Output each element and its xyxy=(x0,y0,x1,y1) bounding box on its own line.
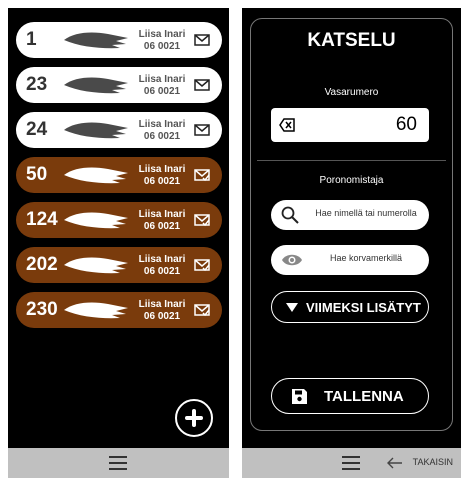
owner-code: 06 0021 xyxy=(143,311,181,322)
bird-icon xyxy=(62,120,130,140)
bird-icon xyxy=(62,210,130,230)
ear-number-value: 60 xyxy=(395,114,417,135)
list-item[interactable] xyxy=(16,112,222,148)
recent-label: VIIMEKSI LISÄTYT xyxy=(306,300,421,315)
item-number: 202 xyxy=(26,254,58,275)
triangle-down-icon xyxy=(286,303,298,312)
envelope-check-icon[interactable] xyxy=(194,303,210,317)
bird-icon xyxy=(62,75,130,95)
owner-code: 06 0021 xyxy=(143,221,181,232)
bird-icon xyxy=(62,165,130,185)
owner-name: Liisa Inari xyxy=(138,254,186,265)
envelope-check-icon[interactable] xyxy=(194,258,210,272)
search-icon xyxy=(281,206,299,224)
add-button[interactable] xyxy=(175,399,213,437)
list-item[interactable] xyxy=(16,67,222,103)
page-title: KATSELU xyxy=(307,30,396,51)
back-button[interactable]: TAKAISIN xyxy=(412,457,453,467)
view-screen xyxy=(242,8,461,478)
search-ear-input[interactable] xyxy=(271,245,429,275)
item-number: 24 xyxy=(26,119,48,140)
item-number: 1 xyxy=(26,29,37,50)
search-ear-placeholder: Hae korvamerkillä xyxy=(329,253,403,263)
arrow-left-icon[interactable] xyxy=(387,457,403,469)
list-item[interactable] xyxy=(16,202,222,238)
recent-dropdown[interactable] xyxy=(271,291,429,323)
reindeer-list-screen xyxy=(8,8,229,478)
owner-code: 06 0021 xyxy=(143,176,181,187)
list-item[interactable] xyxy=(16,292,222,328)
owner-name: Liisa Inari xyxy=(138,29,186,40)
bird-icon xyxy=(62,300,130,320)
owner-label: Poronomistaja xyxy=(319,175,384,186)
owner-code: 06 0021 xyxy=(143,266,181,277)
owner-code: 06 0021 xyxy=(143,86,181,97)
save-icon xyxy=(292,389,307,404)
list-item[interactable] xyxy=(16,247,222,283)
hamburger-icon[interactable] xyxy=(342,456,360,470)
envelope-check-icon[interactable] xyxy=(194,213,210,227)
ear-number-label: Vasarumero xyxy=(324,87,379,98)
bottom-nav-bar xyxy=(8,448,229,478)
list-item[interactable] xyxy=(16,22,222,58)
save-label: TALLENNA xyxy=(324,388,404,405)
list-item[interactable] xyxy=(16,157,222,193)
search-name-placeholder: Hae nimellä tai numerolla xyxy=(315,208,417,218)
owner-code: 06 0021 xyxy=(143,131,181,142)
owner-name: Liisa Inari xyxy=(138,164,186,175)
save-button[interactable] xyxy=(271,378,429,414)
envelope-icon[interactable] xyxy=(194,123,210,137)
hamburger-icon[interactable] xyxy=(109,456,127,470)
bird-icon xyxy=(62,30,130,50)
backspace-icon[interactable] xyxy=(279,118,295,132)
item-number: 230 xyxy=(26,299,58,320)
owner-name: Liisa Inari xyxy=(138,119,186,130)
bird-icon xyxy=(62,255,130,275)
divider xyxy=(257,160,446,161)
envelope-icon[interactable] xyxy=(194,33,210,47)
search-name-input[interactable] xyxy=(271,200,429,230)
owner-name: Liisa Inari xyxy=(138,74,186,85)
item-number: 124 xyxy=(26,209,58,230)
ear-number-field[interactable] xyxy=(271,108,429,142)
owner-name: Liisa Inari xyxy=(138,209,186,220)
envelope-check-icon[interactable] xyxy=(194,168,210,182)
owner-code: 06 0021 xyxy=(143,41,181,52)
eye-icon xyxy=(281,251,303,269)
owner-name: Liisa Inari xyxy=(138,299,186,310)
bottom-nav-bar xyxy=(242,448,461,478)
item-number: 50 xyxy=(26,164,48,185)
item-number: 23 xyxy=(26,74,48,95)
envelope-icon[interactable] xyxy=(194,78,210,92)
